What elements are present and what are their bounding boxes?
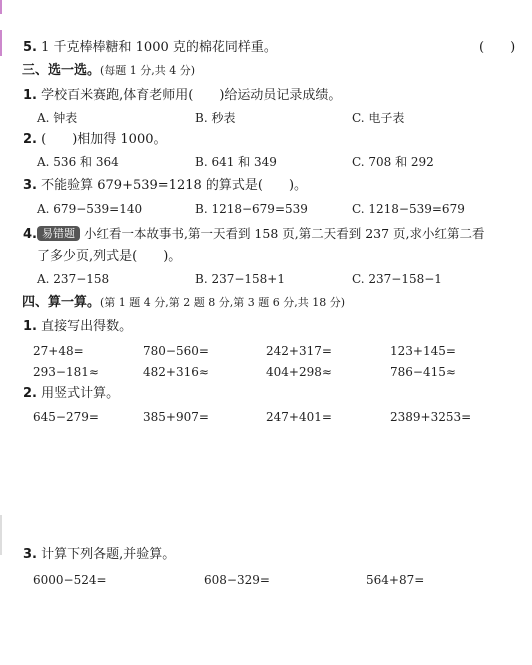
mc3-number: 3. [23, 178, 37, 193]
mc4-question [23, 226, 485, 241]
q5-text: 1 千克棒棒糖和 1000 克的棉花同样重。 [41, 40, 277, 55]
p1-heading [23, 320, 132, 333]
mc4-number: 4. [23, 227, 37, 242]
mc3-option-a[interactable]: A. 679−539=140 [37, 202, 143, 216]
mc2-option-b[interactable]: B. 641 和 349 [195, 155, 277, 169]
section3-note: (每题 1 分,共 4 分) [100, 64, 196, 77]
p3-number: 3. [23, 547, 37, 562]
mc1-option-c[interactable]: C. 电子表 [352, 111, 405, 125]
page-edge-mark [0, 0, 2, 14]
mc1-question [23, 89, 341, 102]
mc2-option-a[interactable]: A. 536 和 364 [37, 155, 119, 169]
p1-item: 404+298≈ [266, 365, 332, 379]
section3-heading [22, 64, 195, 77]
p2-text: 用竖式计算。 [41, 386, 120, 401]
p2-item: 385+907= [143, 410, 209, 424]
mc1-number: 1. [23, 88, 37, 103]
p1-text: 直接写出得数。 [41, 319, 133, 334]
p1-item: 293−181≈ [33, 365, 99, 379]
error-prone-badge: 易错题 [37, 226, 80, 241]
p2-item: 247+401= [266, 410, 332, 424]
p1-item: 27+48= [33, 344, 84, 358]
mc3-question [23, 179, 307, 192]
p1-item: 123+145= [390, 344, 456, 358]
p3-item: 608−329= [204, 573, 270, 587]
p1-item: 242+317= [266, 344, 332, 358]
p3-item: 6000−524= [33, 573, 107, 587]
section4-note: (第 1 题 4 分,第 2 题 8 分,第 3 题 6 分,共 18 分) [100, 296, 346, 309]
q5-item [23, 41, 277, 54]
p3-heading [23, 548, 175, 561]
mc4-text: 小红看一本故事书,第一天看到 158 页,第二天看到 237 页,求小红第二看 [83, 226, 485, 241]
page-edge-mark [0, 515, 2, 555]
q5-answer-paren[interactable]: ( ) [479, 40, 516, 55]
mc2-number: 2. [23, 132, 37, 147]
p2-item: 2389+3253= [390, 410, 472, 424]
p3-item: 564+87= [366, 573, 425, 587]
p2-number: 2. [23, 386, 37, 401]
mc3-option-c[interactable]: C. 1218−539=679 [352, 202, 465, 216]
p1-item: 780−560= [143, 344, 209, 358]
q5-number: 5. [23, 40, 37, 55]
mc1-text: 学校百米赛跑,体育老师用( )给运动员记录成绩。 [41, 88, 342, 103]
mc4-option-c[interactable]: C. 237−158−1 [352, 272, 442, 286]
mc1-option-a[interactable]: A. 钟表 [37, 111, 78, 125]
p1-item: 786−415≈ [390, 365, 456, 379]
section4-heading [22, 296, 345, 309]
p2-item: 645−279= [33, 410, 99, 424]
mc2-text: ( )相加得 1000。 [41, 132, 167, 147]
p1-item: 482+316≈ [143, 365, 209, 379]
mc2-question [23, 133, 167, 146]
mc4-option-a[interactable]: A. 237−158 [37, 272, 110, 286]
mc4-option-b[interactable]: B. 237−158+1 [195, 272, 285, 286]
mc3-option-b[interactable]: B. 1218−679=539 [195, 202, 308, 216]
mc2-option-c[interactable]: C. 708 和 292 [352, 155, 434, 169]
mc4-text-line2: 了多少页,列式是( )。 [37, 249, 182, 264]
mc3-text: 不能验算 679+539=1218 的算式是( )。 [41, 178, 308, 193]
section3-title: 三、选一选。 [22, 63, 101, 78]
p3-text: 计算下列各题,并验算。 [41, 547, 176, 562]
page-edge-mark [0, 30, 2, 56]
mc1-option-b[interactable]: B. 秒表 [195, 111, 236, 125]
p2-heading [23, 387, 119, 400]
section4-title: 四、算一算。 [22, 295, 101, 310]
p1-number: 1. [23, 319, 37, 334]
